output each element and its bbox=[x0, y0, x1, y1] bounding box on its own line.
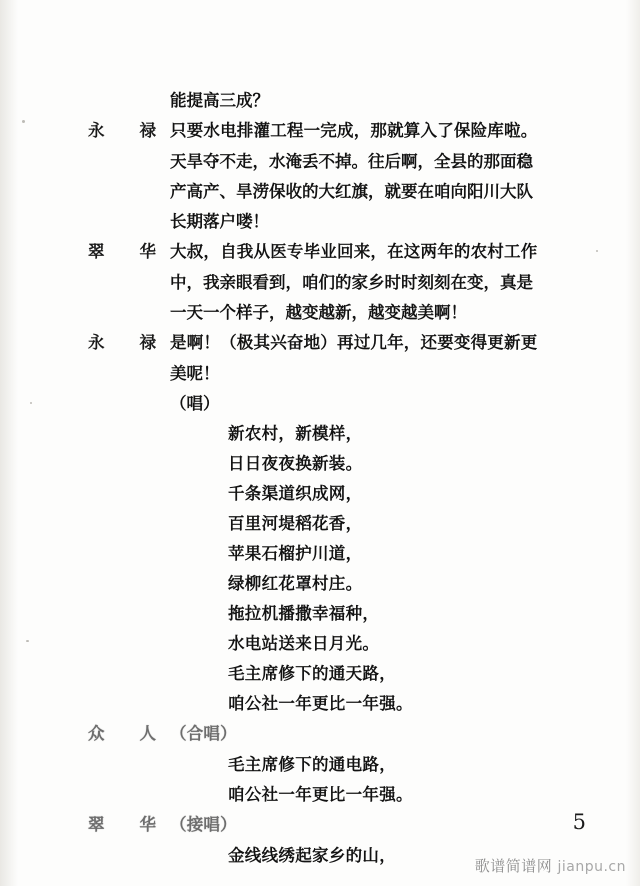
script-body bbox=[88, 86, 568, 871]
scan-speck bbox=[22, 120, 25, 123]
dialogue-row bbox=[88, 810, 568, 840]
script-line: 能提高三成？ bbox=[170, 91, 269, 110]
dialogue-row bbox=[88, 116, 568, 146]
lyric-line: 新农村，新模样， bbox=[228, 424, 363, 443]
speaker-char: 翠 bbox=[88, 815, 105, 834]
lyric-line: 拖拉机播撒幸福种， bbox=[228, 604, 380, 623]
dialogue-row bbox=[88, 237, 568, 267]
dialogue-row bbox=[88, 328, 568, 358]
speaker-name bbox=[88, 810, 170, 840]
script-line: 一天一个样子，越变越新，越变越美啊！ bbox=[170, 303, 467, 322]
script-line: 长期落户喽！ bbox=[170, 212, 269, 231]
lyric-line: 千条渠道织成网， bbox=[228, 484, 363, 503]
speaker-char: 禄 bbox=[139, 333, 156, 352]
script-line: 产高产、旱涝保收的大红旗，就要在咱向阳川大队 bbox=[170, 182, 533, 201]
speech-text: 大叔，自我从医专毕业回来，在这两年的农村工作 bbox=[170, 242, 538, 261]
lyric-line: 百里河堤稻花香， bbox=[228, 514, 363, 533]
lyric-line: 绿柳红花罩村庄。 bbox=[228, 574, 363, 593]
page-number: 5 bbox=[572, 810, 586, 834]
script-line: 中，我亲眼看到，咱们的家乡时时刻刻在变，真是 bbox=[170, 273, 533, 292]
speaker-name bbox=[88, 237, 170, 267]
scan-speck bbox=[26, 640, 29, 642]
lyric-line: 毛主席修下的通天路， bbox=[228, 664, 396, 683]
scan-speck bbox=[30, 402, 32, 404]
speaker-char: 华 bbox=[139, 242, 156, 261]
script-line: 美呢！ bbox=[170, 364, 220, 383]
script-line: 天旱夺不走，水淹丢不掉。往后啊，全县的那面稳 bbox=[170, 152, 533, 171]
speaker-name bbox=[88, 328, 170, 358]
speaker-char: 翠 bbox=[88, 242, 105, 261]
speaker-name bbox=[88, 116, 170, 146]
speaker-char: 华 bbox=[139, 815, 156, 834]
lyric-line: 水电站送来日月光。 bbox=[228, 634, 380, 653]
stage-direction: （接唱） bbox=[170, 815, 237, 834]
lyric-line: 日日夜夜换新装。 bbox=[228, 454, 363, 473]
lyric-line: 毛主席修下的通电路， bbox=[228, 755, 396, 774]
watermark-text: 歌谱简谱网 bbox=[474, 857, 553, 875]
speaker-char: 禄 bbox=[139, 121, 156, 140]
speaker-char: 永 bbox=[88, 121, 105, 140]
speaker-char: 人 bbox=[139, 724, 156, 743]
stage-direction: （唱） bbox=[170, 394, 220, 413]
speaker-name bbox=[88, 719, 170, 749]
speech-text: 只要水电排灌工程一完成，那就算入了保险库啦。 bbox=[170, 121, 538, 140]
speaker-char: 众 bbox=[88, 724, 105, 743]
stage-direction: （合唱） bbox=[170, 724, 237, 743]
scan-speck bbox=[596, 250, 598, 252]
lyric-line: 苹果石榴护川道， bbox=[228, 544, 363, 563]
speech-text: 是啊！（极其兴奋地）再过几年，还要变得更新更 bbox=[170, 333, 538, 352]
lyric-line: 咱公社一年更比一年强。 bbox=[228, 694, 413, 713]
speaker-char: 永 bbox=[88, 333, 105, 352]
watermark-url: jianpu.cn bbox=[557, 859, 626, 875]
dialogue-row bbox=[88, 719, 568, 749]
lyric-line: 咱公社一年更比一年强。 bbox=[228, 785, 413, 804]
lyric-line: 金线线绣起家乡的山， bbox=[228, 846, 396, 865]
watermark bbox=[475, 855, 626, 876]
